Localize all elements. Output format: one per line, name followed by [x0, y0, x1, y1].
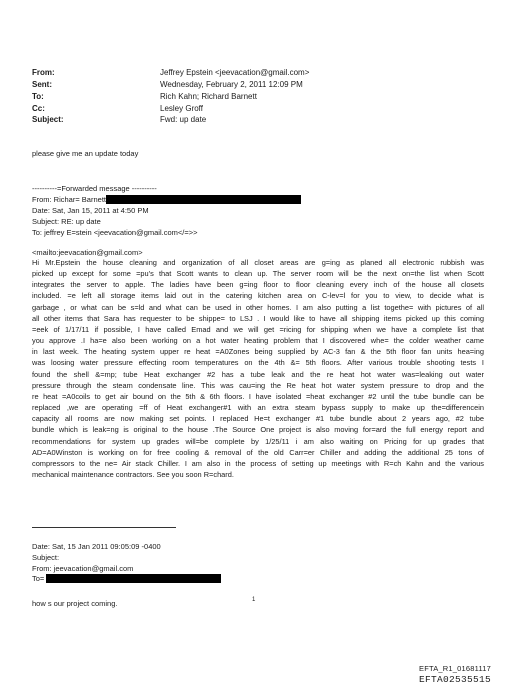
forwarded-from-row — [32, 194, 301, 205]
earlier-to: To= — [32, 574, 45, 583]
subject-value: Fwd: up date — [160, 115, 207, 124]
body-line: in last week. The heating system upper re heat =A0Zones being supplied by AC-3 fan & the 5th floor fan units hea=ing — [32, 347, 484, 357]
body-line: re heat =A0coils to get air bound on the 5th & 6th floors. I have isolated =heat exchanger #2 until the tube bundle can be — [32, 391, 484, 401]
forwarded-subject: Subject: RE: up date — [32, 217, 101, 226]
body-line: compressors to the ne= Air stack Chiller. I am also in the process of setting up meetings with R=ch Kahn and the various — [32, 458, 484, 468]
body-line: you approve .I ha=e also been working on a hot water heating problem that I discovered whe= the colder weather came — [32, 336, 484, 346]
to-label: To: — [32, 92, 44, 101]
earlier-to-row — [32, 573, 221, 584]
redaction-bar — [106, 195, 301, 204]
earlier-from: From: jeevacation@gmail.com — [32, 564, 134, 573]
earlier-message: how s our project coming. — [32, 599, 118, 608]
forwarded-date: Date: Sat, Jan 15, 2011 at 4:50 PM — [32, 206, 149, 215]
body-line: included. =e left all storage items laid out in the catering kitchen area on C-lev=l for you to view, to decide what is — [32, 291, 484, 301]
from-label: From: — [32, 68, 55, 77]
body-line: bundle which is leak=ng is original to the house .The Source One project is also moving for=ard the full energy report and — [32, 425, 484, 435]
email-body — [32, 257, 484, 480]
sent-label: Sent: — [32, 80, 52, 89]
body-line: Hi Mr.Epstein the house cleaning and organization of all closet areas are g=ing as planed all electronic rubbish was — [32, 258, 484, 267]
forwarded-marker: ----------=Forwarded message ---------- — [32, 184, 157, 193]
body-line: capacity all rooms are now making set points. I replaced He=t exchanger #1 tube bundle about 2 years ago, #2 tube — [32, 414, 484, 424]
to-value: Rich Kahn; Richard Barnett — [160, 92, 257, 101]
body-line: recommendations for system up grades will=be complete by 1/25/11 i am also waiting on Pricing for up grades that — [32, 436, 484, 446]
page-number: 1 — [252, 597, 256, 603]
body-line: mechanical maintenance contractors. See you soon R=chard. — [32, 469, 234, 479]
subject-label: Subject: — [32, 115, 64, 124]
mailto-line: <mailto:jeevacation@gmail.com> — [32, 248, 143, 257]
body-line: AD=A0Winston is working on for free cooling & removal of the old Carr=er Chiller and adding the additional 25 tons of — [32, 447, 484, 457]
intro-text: please give me an update today — [32, 149, 139, 158]
body-line: pressure through the steam condensate line. This was cau=ing the Re heat hot water system pressure to drop and the — [32, 380, 484, 390]
body-line: =eek of 1/17/11 if possible, I have called Emad and we will get =ricing for shipping when we have a complete list that — [32, 324, 484, 334]
forwarded-from: From: Richar= Barnett — [32, 195, 106, 204]
earlier-subject: Subject: — [32, 553, 60, 562]
body-line: found the shell &=mp; tube Heat exchanger #2 has a tube leak and the re heat hot water was=leaking out water — [32, 369, 484, 379]
redaction-bar — [46, 574, 221, 583]
sent-value: Wednesday, February 2, 2011 12:09 PM — [160, 80, 303, 89]
forwarded-to: To: jeffrey E=stein <jeevacation@gmail.com</=>> — [32, 228, 198, 237]
body-line: was loosing water pressure effecting room temperatures on the 4th &= 5th floors. After various trouble shooting tests I — [32, 358, 484, 368]
cc-value: Lesley Groff — [160, 104, 203, 113]
separator-line — [32, 527, 176, 528]
body-line: picked up except for some =pu's that Scott wants to clean up. The server room will be the next on=the list when Scott — [32, 269, 484, 279]
body-line: integrates the server to apple. The ladies have been g=ing floor to floor cleaning every inch of the house all closets — [32, 280, 484, 290]
body-line: all other items that Sara has requester to be shippe= to LSJ . I would like to have all shipping items picked up this coming — [32, 313, 484, 323]
cc-label: Cc: — [32, 104, 45, 113]
efta-stamp-small: EFTA_R1_01681117 — [419, 664, 491, 673]
earlier-date: Date: Sat, 15 Jan 2011 09:05:09 -0400 — [32, 542, 161, 551]
body-line: replaced ,we are operating =ff of Heat exchanger#1 with an extra steam bypass supply to make up the=differencein — [32, 403, 484, 413]
body-line: garbage , or what can be s=ld and what can be used in other homes. I am also putting a list togethe= with pictures of all — [32, 302, 484, 312]
efta-stamp-large: EFTA02535515 — [418, 674, 491, 685]
from-value: Jeffrey Epstein <jeevacation@gmail.com> — [160, 68, 310, 77]
